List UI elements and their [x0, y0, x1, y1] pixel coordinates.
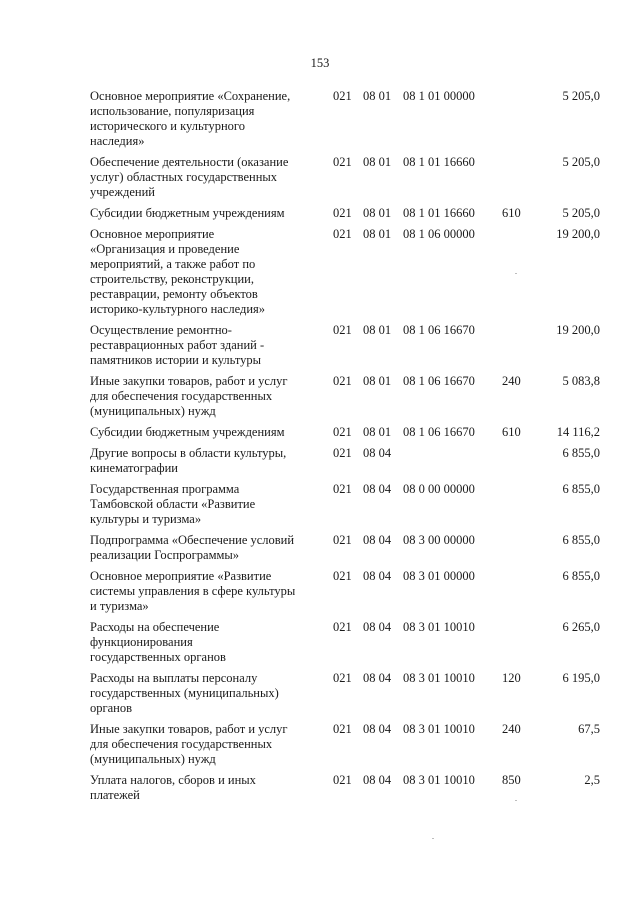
section-code: 08 04: [363, 482, 392, 496]
section-code: 08 04: [363, 773, 392, 787]
ministry-code: 021: [333, 206, 352, 220]
row-name: Другие вопросы в области культуры, кинематографии: [90, 446, 287, 475]
ministry-code: 021: [333, 89, 352, 103]
expense-type-code: 610: [502, 206, 521, 220]
amount: 5 205,0: [562, 206, 600, 220]
row-name: Осуществление ремонтно- реставрационных работ зданий - памятников истории и культуры: [90, 323, 265, 367]
target-article-code: 08 3 00 00000: [403, 533, 475, 547]
table-row: [90, 206, 610, 221]
row-name: Субсидии бюджетным учреждениям: [90, 425, 285, 439]
section-code: 08 04: [363, 533, 392, 547]
amount: 5 205,0: [562, 155, 600, 169]
section-code: 08 04: [363, 620, 392, 634]
table-row: [90, 89, 610, 149]
target-article-code: 08 3 01 10010: [403, 722, 475, 736]
section-code: 08 04: [363, 569, 392, 583]
amount: 6 855,0: [562, 482, 600, 496]
scan-speck: [515, 273, 517, 274]
target-article-code: 08 1 01 16660: [403, 206, 475, 220]
table-row: [90, 323, 610, 368]
amount: 19 200,0: [556, 227, 600, 241]
target-article-code: 08 3 01 00000: [403, 569, 475, 583]
amount: 5 205,0: [562, 89, 600, 103]
section-code: 08 01: [363, 425, 392, 439]
amount: 19 200,0: [556, 323, 600, 337]
ministry-code: 021: [333, 722, 352, 736]
ministry-code: 021: [333, 482, 352, 496]
section-code: 08 01: [363, 206, 392, 220]
ministry-code: 021: [333, 323, 352, 337]
section-code: 08 01: [363, 374, 392, 388]
amount: 67,5: [578, 722, 600, 736]
amount: 14 116,2: [556, 425, 600, 439]
amount: 6 855,0: [562, 569, 600, 583]
ministry-code: 021: [333, 425, 352, 439]
row-name: Иные закупки товаров, работ и услуг для обеспечения государственных (муниципальных) нужд: [90, 374, 288, 418]
ministry-code: 021: [333, 569, 352, 583]
target-article-code: 08 3 01 10010: [403, 773, 475, 787]
section-code: 08 04: [363, 671, 392, 685]
amount: 6 265,0: [562, 620, 600, 634]
table-row: [90, 533, 610, 563]
target-article-code: 08 3 01 10010: [403, 671, 475, 685]
target-article-code: 08 1 06 00000: [403, 227, 475, 241]
ministry-code: 021: [333, 671, 352, 685]
row-name: Государственная программа Тамбовской области «Развитие культуры и туризма»: [90, 482, 256, 526]
table-row: [90, 425, 610, 440]
target-article-code: 08 0 00 00000: [403, 482, 475, 496]
target-article-code: 08 3 01 10010: [403, 620, 475, 634]
section-code: 08 04: [363, 446, 392, 460]
row-name: Расходы на обеспечение функционирования государственных органов: [90, 620, 226, 664]
section-code: 08 01: [363, 155, 392, 169]
row-name: Обеспечение деятельности (оказание услуг) областных государственных учреждений: [90, 155, 289, 199]
table-row: [90, 773, 610, 803]
amount: 6 195,0: [562, 671, 600, 685]
table-row: [90, 722, 610, 767]
row-name: Основное мероприятие «Развитие системы управления в сфере культуры и туризма»: [90, 569, 296, 613]
table-row: [90, 569, 610, 614]
amount: 5 083,8: [562, 374, 600, 388]
row-name: Иные закупки товаров, работ и услуг для обеспечения государственных (муниципальных) нужд: [90, 722, 288, 766]
amount: 6 855,0: [562, 533, 600, 547]
target-article-code: 08 1 06 16670: [403, 425, 475, 439]
row-name: Расходы на выплаты персоналу государственных (муниципальных) органов: [90, 671, 279, 715]
table-row: [90, 482, 610, 527]
row-name: Субсидии бюджетным учреждениям: [90, 206, 285, 220]
row-name: Уплата налогов, сборов и иных платежей: [90, 773, 256, 802]
table-row: [90, 155, 610, 200]
table-row: [90, 374, 610, 419]
scan-speck: [515, 800, 517, 801]
ministry-code: 021: [333, 533, 352, 547]
table-row: [90, 227, 610, 317]
expense-type-code: 120: [502, 671, 521, 685]
target-article-code: 08 1 01 16660: [403, 155, 475, 169]
target-article-code: 08 1 06 16670: [403, 323, 475, 337]
target-article-code: 08 1 06 16670: [403, 374, 475, 388]
amount: 6 855,0: [562, 446, 600, 460]
row-name: Основное мероприятие «Организация и проведение мероприятий, а также работ по строительству, реконструкции, реставрации, ремонту объектов историко-культурного наследия»: [90, 227, 266, 316]
row-name: Основное мероприятие «Сохранение, использование, популяризация исторического и культурного наследия»: [90, 89, 291, 148]
target-article-code: 08 1 01 00000: [403, 89, 475, 103]
section-code: 08 04: [363, 722, 392, 736]
ministry-code: 021: [333, 227, 352, 241]
amount: 2,5: [584, 773, 600, 787]
table-row: [90, 446, 610, 476]
expense-type-code: 240: [502, 722, 521, 736]
page-number: 153: [310, 56, 330, 70]
section-code: 08 01: [363, 323, 392, 337]
scan-speck: [432, 838, 434, 839]
section-code: 08 01: [363, 89, 392, 103]
ministry-code: 021: [333, 374, 352, 388]
ministry-code: 021: [333, 620, 352, 634]
expense-type-code: 610: [502, 425, 521, 439]
ministry-code: 021: [333, 446, 352, 460]
table-row: [90, 620, 610, 665]
budget-table: [90, 89, 610, 809]
ministry-code: 021: [333, 155, 352, 169]
row-name: Подпрограмма «Обеспечение условий реализации Госпрограммы»: [90, 533, 295, 562]
table-row: [90, 671, 610, 716]
ministry-code: 021: [333, 773, 352, 787]
expense-type-code: 240: [502, 374, 521, 388]
section-code: 08 01: [363, 227, 392, 241]
expense-type-code: 850: [502, 773, 521, 787]
